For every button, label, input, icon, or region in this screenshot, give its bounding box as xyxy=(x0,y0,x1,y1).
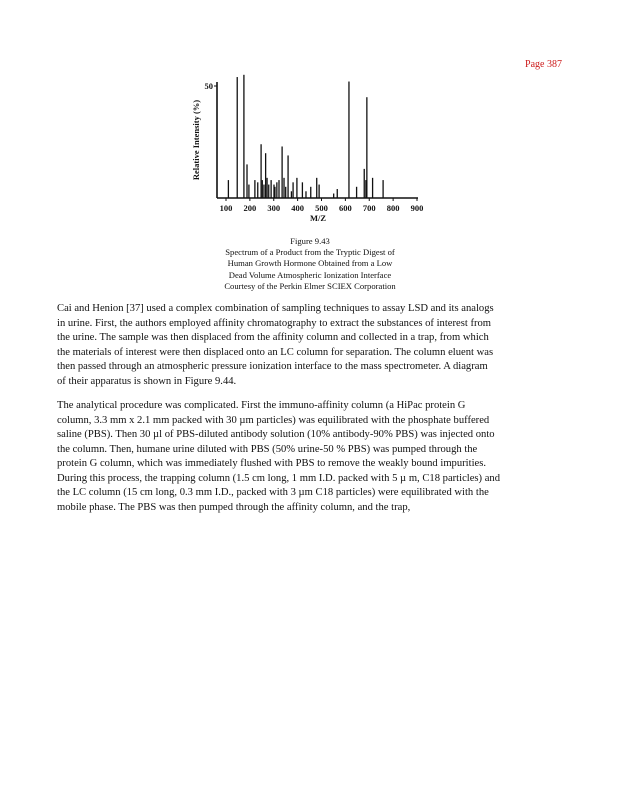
paragraph-line: then passed through an atmospheric pressure ionization interface to the mass spectrometer. A diagram xyxy=(57,361,488,372)
paragraph-analytical-procedure xyxy=(57,399,562,515)
paragraph-line: Cai and Henion [37] used a complex combination of sampling techniques to assay LSD and its analogs xyxy=(57,303,494,314)
paragraph-line: mobile phase. The PBS was then pumped through the affinity column, and the trap, xyxy=(57,501,411,513)
y-tick-label: 50 xyxy=(204,81,213,91)
x-tick-label: 700 xyxy=(362,203,376,213)
paragraph-line: the urine. The sample was then displaced from the affinity column and collected in a trap, from which xyxy=(57,332,489,343)
mass-spectrum-chart xyxy=(0,0,617,240)
paragraph-line: saline (PBS). Then 30 µl of PBS-diluted antibody solution (10% antibody-90% PBS) was injected onto xyxy=(57,429,495,440)
x-tick-label: 300 xyxy=(267,203,281,213)
x-tick-label: 500 xyxy=(315,203,328,213)
x-tick-label: 400 xyxy=(291,203,304,213)
page-number: Page 387 xyxy=(525,59,562,70)
paragraph-line: in urine. First, the authors employed affinity chromatography to extract the substances of interest from xyxy=(57,317,492,329)
paragraph-line: The analytical procedure was complicated. First the immuno-affinity column (a HiPac protein G xyxy=(57,400,466,411)
x-tick-label: 600 xyxy=(339,203,352,213)
y-axis-label: Relative Intensity (%) xyxy=(191,99,201,181)
spectrum-peaks xyxy=(228,75,383,198)
caption-line: Spectrum of a Product from the Tryptic Digest of xyxy=(225,247,395,258)
caption-line: Courtesy of the Perkin Elmer SCIEX Corporation xyxy=(224,280,396,291)
paragraph-line: the materials of interest were then displaced onto an LC column for separation. The column eluent was xyxy=(57,346,494,358)
paragraph-line: column, 3.3 mm x 2.1 mm packed with 30 µm particles) was equilibrated with the phosphate buffered xyxy=(57,414,490,426)
x-tick-label: 100 xyxy=(219,203,233,213)
x-tick-label: 800 xyxy=(386,203,400,213)
paragraph-line: protein G column, which was immediately flushed with PBS to remove the weakly bound impurities. xyxy=(57,458,486,469)
caption-line: Dead Volume Atmospheric Ionization Interface xyxy=(228,269,392,280)
paragraph-line: the LC column (15 cm long, 0.3 mm I.D., packed with 3 µm C18 particles) were equilibrated with the xyxy=(57,487,489,498)
paragraph-line: During this process, the trapping column (1.5 cm long, 1 mm I.D. packed with 5 µ m, C18 particles) and xyxy=(57,472,501,484)
paragraph-line: the column. Then, humane urine diluted with PBS (50% urine-50 % PBS) was pumped through the xyxy=(57,443,478,455)
x-tick-label: 900 xyxy=(410,203,424,213)
x-tick-label: 200 xyxy=(243,203,257,213)
x-axis-label: M/Z xyxy=(309,213,327,223)
paragraph-line: of their apparatus is shown in Figure 9.44. xyxy=(57,375,237,387)
caption-line: Human Growth Hormone Obtained from a Low xyxy=(227,258,393,269)
caption-figure-number: Figure 9.43 xyxy=(290,236,330,246)
figure-caption xyxy=(180,236,440,292)
paragraph-sampling-techniques xyxy=(57,302,562,389)
